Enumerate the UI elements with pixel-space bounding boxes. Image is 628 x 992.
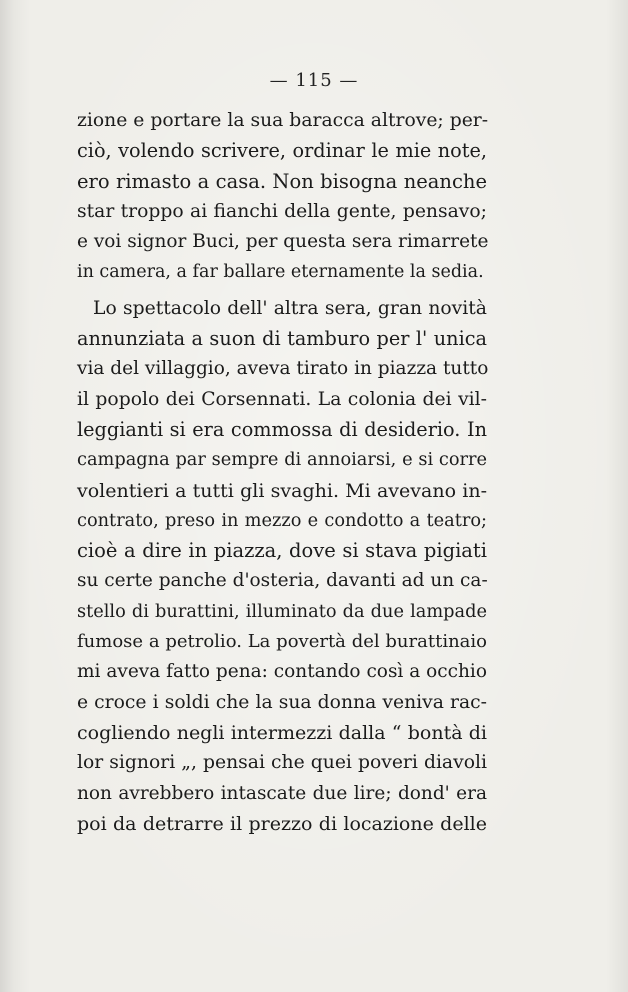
text-line: e croce i soldi che la sua donna veniva rac- <box>77 691 487 713</box>
text-line: volentieri a tutti gli svaghi. Mi avevano in- <box>77 479 487 502</box>
page-number: — 115 — <box>269 70 359 91</box>
text-line: star troppo ai fianchi della gente, pensavo; <box>77 200 487 222</box>
text-line: su certe panche d'osteria, davanti ad un ca- <box>77 570 488 592</box>
text-line: non avrebbero intascate due lire; dond' era <box>77 782 487 804</box>
text-line: il popolo dei Corsennati. La colonia dei vil- <box>77 388 487 410</box>
text-line: stello di burattini, illuminato da due lampade <box>77 601 487 622</box>
text-line: via del villaggio, aveva tirato in piazza tutto <box>77 358 489 380</box>
text-line: in camera, a far ballare eternamente la sedia. <box>77 262 484 283</box>
body-text <box>77 106 487 839</box>
text-line: leggianti si era commossa di desiderio. In <box>77 417 487 441</box>
text-line: zione e portare la sua baracca altrove; per- <box>77 110 489 131</box>
text-line: ero rimasto a casa. Non bisogna neanche <box>77 169 487 193</box>
text-line: mi aveva fatto pena: contando così a occhio <box>77 661 487 683</box>
text-line: contrato, preso in mezzo e condotto a teatro; <box>77 510 487 531</box>
text-line: campagna par sempre di annoiarsi, e si corre <box>77 450 487 471</box>
text-line: cioè a dire in piazza, dove si stava pigiati <box>77 539 487 563</box>
text-line: cogliendo negli intermezzi dalla “ bontà di <box>77 721 487 744</box>
text-line: poi da detrarre il prezzo di locazione delle <box>77 812 487 835</box>
text-line: ciò, volendo scrivere, ordinar le mie note, <box>77 139 487 163</box>
text-line: Lo spettacolo dell' altra sera, gran novità <box>93 297 487 319</box>
text-line: e voi signor Buci, per questa sera rimarrete <box>77 231 489 253</box>
text-line: fumose a petrolio. La povertà del burattinaio <box>77 631 487 653</box>
text-line: lor signori „, pensai che quei poveri diavoli <box>77 752 487 774</box>
text-line: annunziata a suon di tamburo per l' unica <box>77 327 487 351</box>
